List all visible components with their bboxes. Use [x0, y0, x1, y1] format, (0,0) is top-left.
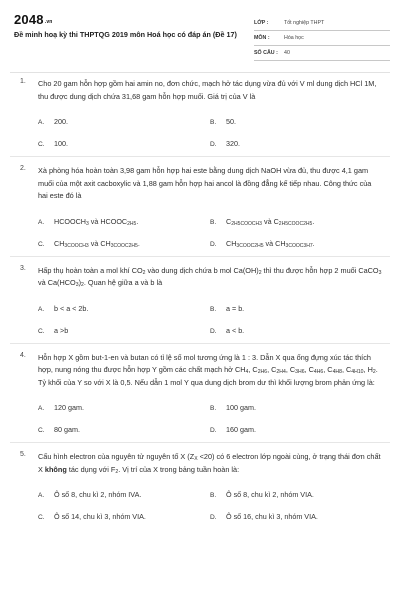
question-text: Cho 20 gam hỗn hợp gồm hai amin no, đơn chức, mạch hở tác dụng vừa đủ với V ml dung dịch HCl 1M, thu được dung dịch chứa 31,68 gam hỗn hợp muối. Giá trị của V là — [38, 79, 377, 101]
question-text: Cấu hình electron của nguyên tử nguyên tố X $(Z_X <20)$ có 6 electron lớp ngoài cùng, ở trạng thái đơn chất X không tác dụng với $F_2$. Vị trí của X trong bảng tuần hoàn là: — [38, 452, 381, 475]
option-text: $C_{2H5COOCH3}$ và $C_{2H5COOC2H5}$. — [226, 216, 315, 227]
option-letter: A. — [38, 492, 45, 499]
meta-label: SỐ CÂU : — [254, 50, 278, 56]
answer-option[interactable] — [38, 490, 210, 499]
option-letter: C. — [38, 327, 45, 335]
option-text: 100. — [54, 139, 68, 148]
question-separator — [10, 156, 390, 157]
question-separator — [10, 343, 390, 344]
answer-option[interactable] — [210, 139, 382, 148]
answer-option[interactable] — [38, 217, 210, 226]
site-logo[interactable]: $2048^{.vn}$ — [14, 12, 53, 27]
meta-row-count — [254, 46, 390, 61]
option-text: Ô số 8, chu kì 2, nhóm VIA. — [226, 490, 314, 499]
answer-option[interactable] — [38, 512, 210, 521]
answer-option[interactable] — [38, 117, 210, 126]
option-letter: D. — [210, 427, 217, 434]
option-letter: C. — [38, 141, 45, 148]
answer-option[interactable] — [210, 304, 382, 313]
question-3 — [0, 265, 400, 335]
option-text: Ô số 14, chu kì 3, nhóm VIA. — [54, 512, 146, 521]
option-text: Ô số 8, chu kì 2, nhóm IVA. — [54, 490, 142, 499]
question-number: 4. — [20, 351, 26, 359]
option-text: $HCOOCH_3$ và $HCOOC_{2H5}$. — [54, 216, 139, 227]
option-text: b < a < 2b. — [54, 303, 89, 313]
answer-options — [38, 117, 382, 148]
answer-options — [38, 403, 382, 434]
option-text: 320. — [226, 139, 240, 148]
option-text: a < b. — [226, 325, 245, 335]
answer-option[interactable] — [210, 425, 382, 434]
option-letter: C. — [38, 240, 45, 248]
answer-option[interactable] — [210, 117, 382, 126]
meta-row-class — [254, 16, 390, 31]
exam-title: Đề minh hoạ kỳ thi THPTQG 2019 môn Hoá học có đáp án (Đề 17) — [14, 30, 237, 39]
answer-option[interactable] — [38, 425, 210, 434]
option-text: a >b — [54, 325, 69, 335]
option-letter: B. — [210, 405, 217, 412]
answer-option[interactable] — [38, 304, 210, 313]
option-text: 100 gam. — [226, 403, 256, 412]
answer-option[interactable] — [210, 403, 382, 412]
option-letter: B. — [210, 492, 217, 499]
option-text: 200. — [54, 117, 68, 126]
answer-options — [38, 490, 382, 521]
answer-option[interactable] — [210, 326, 382, 335]
option-letter: A. — [38, 119, 45, 126]
meta-value: Tốt nghiệp THPT — [284, 20, 325, 26]
option-text: $CH_{3COOCH3}$ và $CH_{3COOC2H5}$. — [54, 238, 140, 249]
option-letter: B. — [210, 218, 217, 226]
answer-option[interactable] — [210, 217, 382, 226]
option-letter: B. — [210, 305, 217, 313]
question-number: 3. — [20, 264, 26, 272]
option-letter: A. — [38, 405, 45, 412]
option-letter: A. — [38, 305, 45, 313]
meta-value: Hóa học — [284, 35, 304, 41]
option-letter: C. — [38, 514, 45, 521]
option-text: $CH_{3COOC2H5}$ và $CH_{3COOC3H7}$. — [226, 238, 315, 249]
question-number: 1. — [20, 78, 26, 85]
option-text: 160 gam. — [226, 425, 256, 434]
question-separator — [10, 256, 390, 257]
option-letter: B. — [210, 119, 217, 126]
option-letter: D. — [210, 240, 217, 248]
meta-label: LỚP : — [254, 20, 269, 26]
option-text: a = b. — [226, 303, 245, 313]
option-letter: D. — [210, 327, 217, 335]
answer-option[interactable] — [210, 239, 382, 248]
answer-option[interactable] — [38, 239, 210, 248]
question-text: Xà phòng hóa hoàn toàn 3,98 gam hỗn hợp hai este bằng dung dịch NaOH vừa đủ, thu được 4,1 gam muối của một axit cacboxylic và 1,88 gam hỗn hợp hai ancol là đồng đẳng kế tiếp nhau. Công thức của hai este đó là — [38, 166, 372, 200]
exam-meta-table — [254, 16, 390, 61]
answer-options — [38, 217, 382, 248]
option-letter: A. — [38, 218, 45, 226]
header-divider — [10, 72, 390, 73]
option-text: 50. — [226, 117, 236, 126]
meta-label: MÔN : — [254, 35, 270, 41]
option-letter: C. — [38, 427, 45, 434]
question-separator — [10, 442, 390, 443]
question-1 — [0, 78, 400, 148]
answer-options — [38, 304, 382, 335]
question-list — [0, 78, 400, 521]
question-4 — [0, 352, 400, 435]
page-header — [0, 0, 400, 64]
answer-option[interactable] — [210, 490, 382, 499]
answer-option[interactable] — [38, 139, 210, 148]
meta-value: 40 — [284, 50, 290, 56]
answer-option[interactable] — [210, 512, 382, 521]
option-letter: D. — [210, 141, 217, 148]
option-text: 80 gam. — [54, 425, 80, 434]
option-letter: D. — [210, 514, 217, 521]
option-text: Ô số 16, chu kì 3, nhóm VIA. — [226, 512, 318, 521]
question-number: 2. — [20, 165, 26, 172]
meta-row-subject — [254, 31, 390, 46]
option-text: 120 gam. — [54, 403, 84, 412]
answer-option[interactable] — [38, 403, 210, 412]
answer-option[interactable] — [38, 326, 210, 335]
question-text: Hỗn hợp X gồm but-1-en và butan có tỉ lệ số mol tương ứng là 1 : 3. Dẫn X qua ống đựng xúc tác thích hợp, nung nóng thu được hỗn hợp Y gồm các chất mạch hở $CH_4$, $C_{2H6}$, $C_{2H4}$, $C_{3H6}$, $C_{4H6}$, $C_{4H8}$, $C_{4H10}$, $H_2$. Tỷ khối của Y so với X là 0,5. Nếu dẫn 1 mol Y qua dung dịch brom dư thì khối lượng brom phản ứng là: — [38, 352, 378, 387]
question-text: Hấp thụ hoàn toàn a mol khí $CO_2$ vào dung dịch chứa b mol $Ca(OH)_2$ thì thu được hỗn hợp 2 muối CaCO$_3$ và $Ca(HCO_3)_2$. Quan hệ giữa a và b là — [38, 265, 382, 288]
question-5 — [0, 451, 400, 521]
question-number: 5. — [20, 451, 26, 458]
question-2 — [0, 165, 400, 248]
